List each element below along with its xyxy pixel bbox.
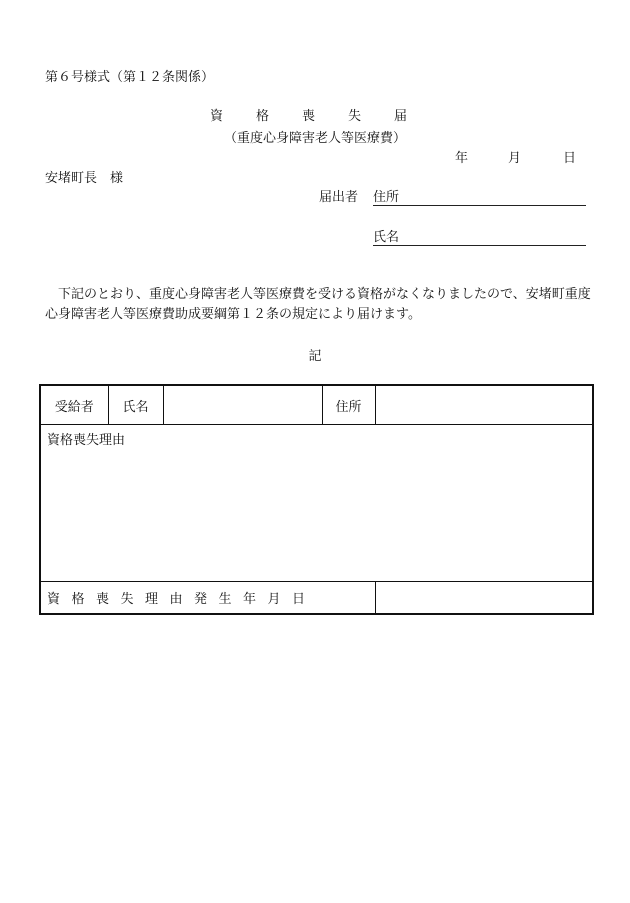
applicant-address-field[interactable] xyxy=(373,186,586,206)
date-day: 日 xyxy=(563,151,577,166)
body-text: 下記のとおり、重度心身障害老人等医療費を受ける資格がなくなりましたので、安堵町重度心身障害老人等医療費助成要綱第１２条の規定により届けます。 xyxy=(45,287,591,322)
address-input-cell[interactable] xyxy=(375,385,593,425)
reason-date-label: 資格喪失理由発生年月日 xyxy=(40,582,375,615)
applicant-address-label: 住所 xyxy=(373,190,400,205)
document-subtitle: （重度心身障害老人等医療費） xyxy=(223,131,406,146)
addressee: 安堵町長 様 xyxy=(45,171,124,186)
ki-heading: 記 xyxy=(308,349,322,364)
applicant-name-label: 氏名 xyxy=(373,230,400,245)
reason-cell[interactable] xyxy=(40,425,593,582)
reason-date-input-cell[interactable] xyxy=(375,582,593,615)
date-line xyxy=(455,147,576,166)
name-input-cell[interactable] xyxy=(163,385,322,425)
applicant-label: 届出者 xyxy=(319,190,359,205)
address-label: 住所 xyxy=(322,385,375,425)
application-table xyxy=(39,384,594,615)
reason-label: 資格喪失理由 xyxy=(47,433,126,448)
applicant-name-field[interactable] xyxy=(373,226,586,246)
name-label: 氏名 xyxy=(108,385,163,425)
recipient-label: 受給者 xyxy=(40,385,108,425)
date-year: 年 xyxy=(455,151,469,166)
form-number: 第６号様式（第１２条関係） xyxy=(45,70,215,85)
date-month: 月 xyxy=(508,151,522,166)
document-title: 資格喪失届 xyxy=(209,109,440,124)
